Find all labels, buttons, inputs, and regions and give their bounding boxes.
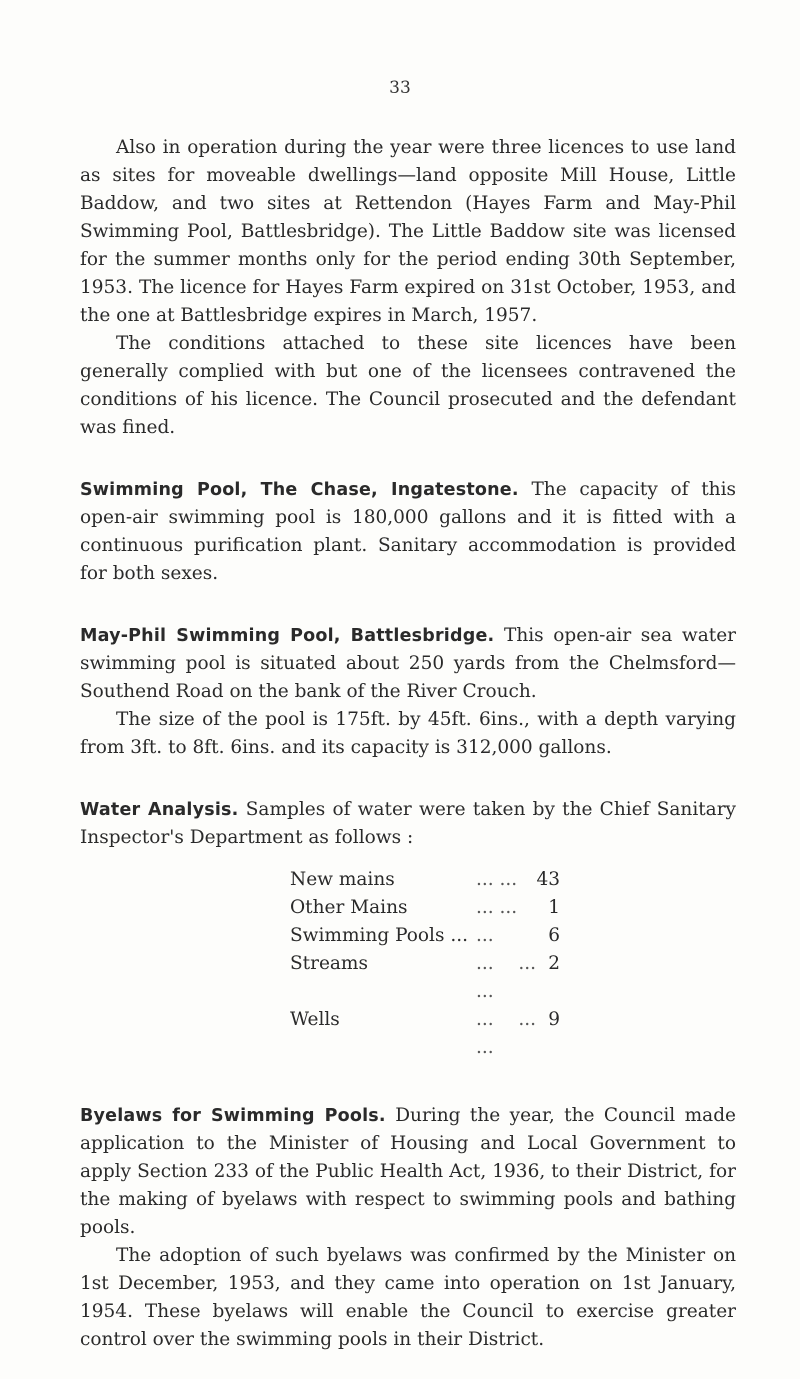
section-water-analysis	[80, 796, 736, 852]
heading-byelaws: Byelaws for Swimming Pools.	[80, 1106, 386, 1126]
section-byelaws	[80, 1102, 736, 1242]
section-ingatestone-pool	[80, 476, 736, 588]
table-row	[290, 894, 560, 922]
paragraph-pool-size: The size of the pool is 175ft. by 45ft. 6ins., with a depth varying from 3ft. to 8ft. 6ins. and its capacity is 312,000 gallons.	[80, 709, 736, 758]
sample-label: New mains	[290, 869, 395, 890]
sample-label: Swimming Pools ...	[290, 925, 468, 946]
sample-count: 1	[548, 897, 560, 918]
sample-label: Wells	[290, 1009, 340, 1030]
heading-may-phil-pool: May-Phil Swimming Pool, Battlesbridge.	[80, 626, 495, 646]
heading-ingatestone-pool: Swimming Pool, The Chase, Ingatestone.	[80, 480, 519, 500]
text-water-analysis: Samples of water were taken by the Chief Sanitary Inspector's Department as follows :	[80, 799, 736, 848]
sample-label: Other Mains	[290, 897, 408, 918]
section-may-phil-pool	[80, 622, 736, 706]
text-ingatestone-pool: The capacity of this open-air swimming pool is 180,000 gallons and it is fitted with a continuous purification plant. Sanitary accommodation is provided for both sexes.	[80, 479, 736, 584]
text-byelaws: During the year, the Council made application to the Minister of Housing and Local Government to apply Section 233 of the Public Health Act, 1936, to their District, for the making of byelaws with respect to swimming pools and bathing pools.	[80, 1105, 737, 1238]
sample-count: 43	[536, 869, 560, 890]
page-number: 33	[389, 78, 411, 98]
table-row	[290, 1006, 560, 1062]
sample-count: 6	[548, 925, 560, 946]
leader-dots: ... ...	[476, 869, 518, 890]
table-row	[290, 950, 560, 1006]
paragraph-site-licence-conditions: The conditions attached to these site licences have been generally complied with but one of the licensees contravened the conditions of his licence. The Council prosecuted and the defendant was fined.	[80, 333, 736, 438]
paragraph-moveable-dwellings: Also in operation during the year were three licences to use land as sites for moveable dwellings—land opposite Mill House, Little Baddow, and two sites at Rettendon (Hayes Farm and May-Phil Swimming Pool, Battlesbridge). The Little Baddow site was licensed for the summer months only for the period ending 30th September, 1953. The licence for Hayes Farm expired on 31st October, 1953, and the one at Battlesbridge expires in March, 1957.	[80, 137, 736, 326]
sample-label: Streams	[290, 953, 368, 974]
table-row	[290, 922, 560, 950]
leader-dots: ...	[476, 925, 494, 946]
heading-water-analysis: Water Analysis.	[80, 800, 239, 820]
leader-dots: ... ... ...	[476, 1009, 536, 1058]
sample-count: 9	[548, 1009, 560, 1030]
leader-dots: ... ... ...	[476, 953, 536, 1002]
samples-table	[290, 866, 560, 1062]
leader-dots: ... ...	[476, 897, 518, 918]
sample-count: 2	[548, 953, 560, 974]
text-may-phil-pool: This open-air sea water swimming pool is situated about 250 yards from the Chelmsford—Southend Road on the bank of the River Crouch.	[80, 625, 736, 702]
paragraph-byelaws-adoption: The adoption of such byelaws was confirmed by the Minister on 1st December, 1953, and they came into operation on 1st January, 1954. These byelaws will enable the Council to exercise greater control over the swimming pools in their District.	[80, 1245, 736, 1350]
table-row	[290, 866, 560, 894]
page-body	[80, 134, 736, 1354]
